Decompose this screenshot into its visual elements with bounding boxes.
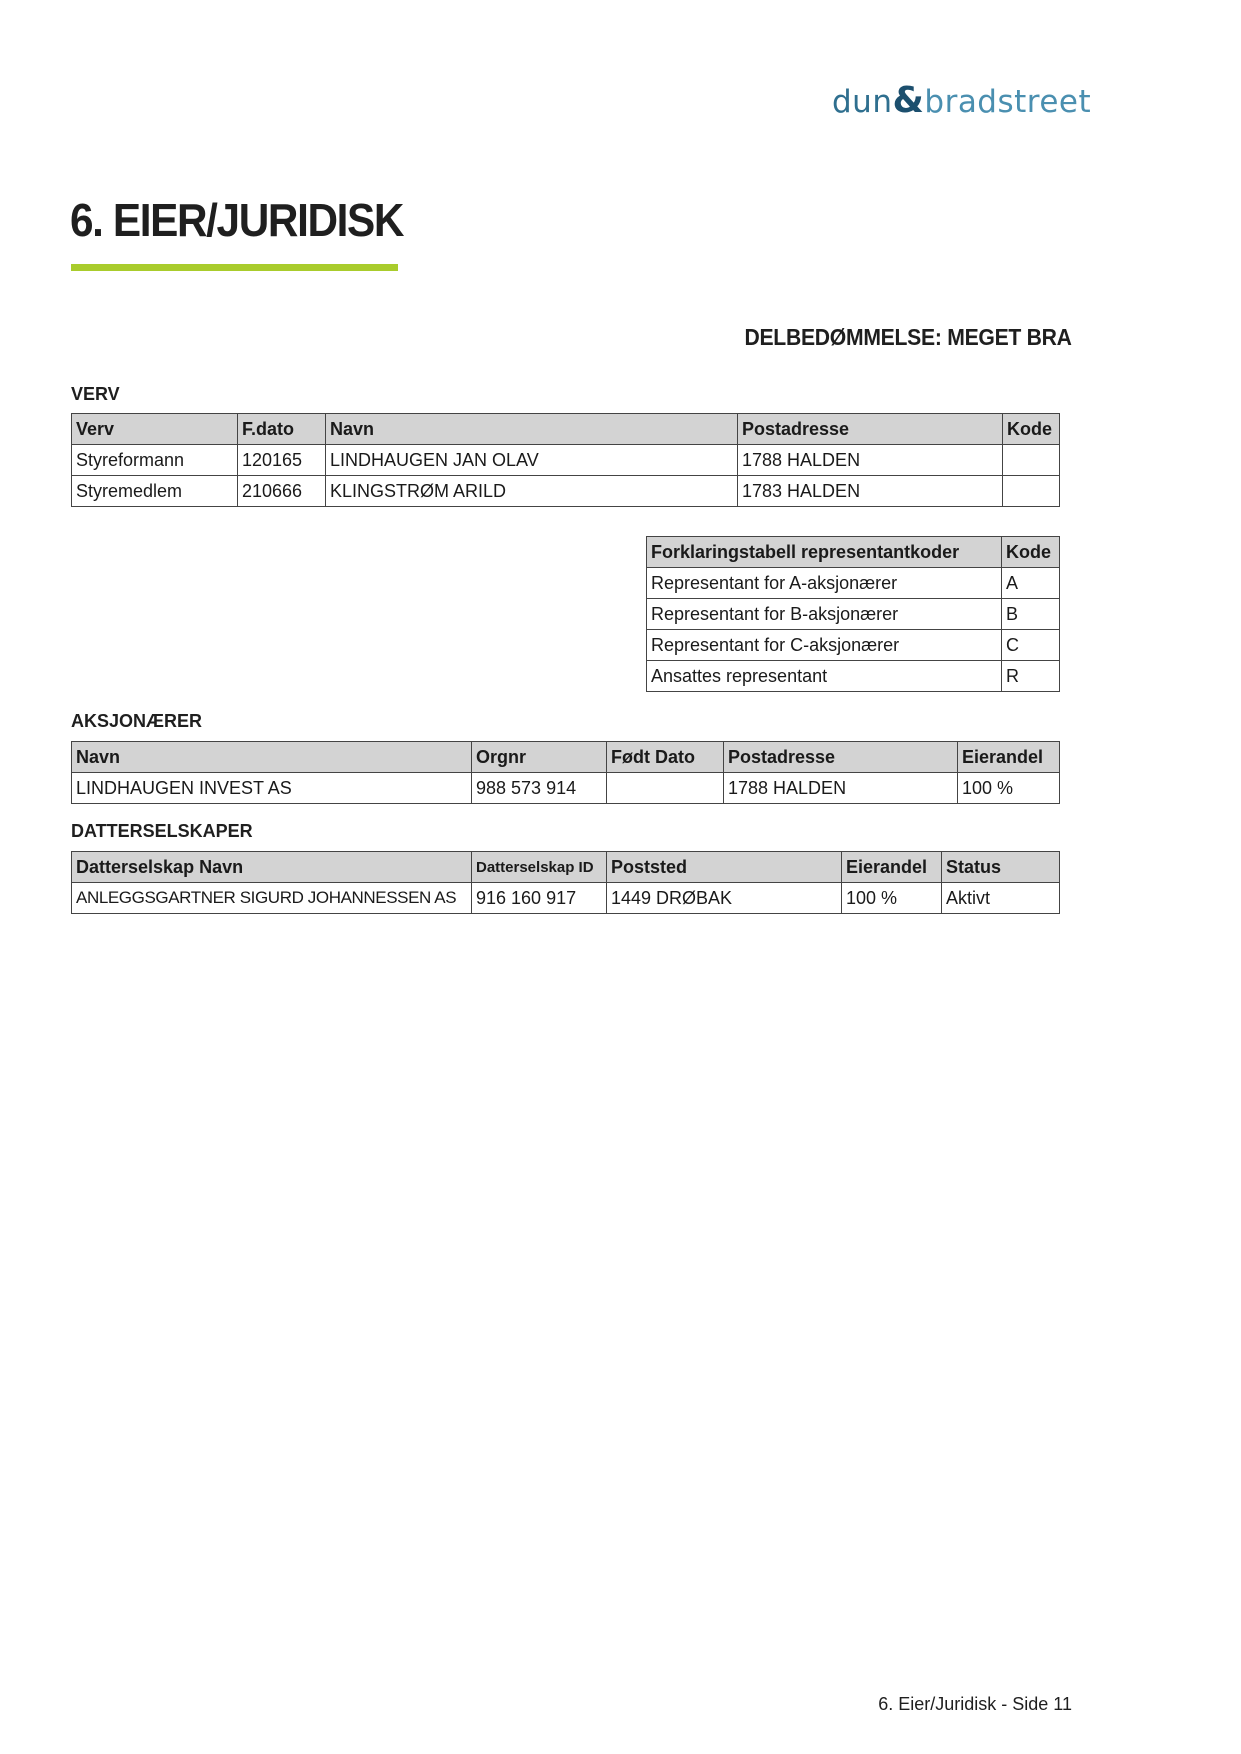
table-cell: Ansattes representant <box>647 661 1002 692</box>
table-cell: 100 % <box>958 773 1060 804</box>
logo-ampersand: & <box>892 80 925 121</box>
table-cell: Representant for B-aksjonærer <box>647 599 1002 630</box>
table-cell: KLINGSTRØM ARILD <box>326 476 738 507</box>
column-header: Verv <box>72 414 238 445</box>
table-cell: LINDHAUGEN JAN OLAV <box>326 445 738 476</box>
table-row <box>72 883 1060 914</box>
table-cell: Aktivt <box>942 883 1060 914</box>
aksjonaerer-heading: AKSJONÆRER <box>71 711 203 731</box>
table-header-row <box>72 742 1060 773</box>
table-cell <box>1003 476 1060 507</box>
rating-label: DELBEDØMMELSE: MEGET BRA <box>744 324 1072 350</box>
table-header-row <box>647 537 1060 568</box>
column-header: Postadresse <box>738 414 1003 445</box>
column-header: Eierandel <box>958 742 1060 773</box>
table-cell: 988 573 914 <box>472 773 607 804</box>
table-cell: 1449 DRØBAK <box>607 883 842 914</box>
column-header: Orgnr <box>472 742 607 773</box>
column-header: Eierandel <box>842 852 942 883</box>
table-cell: ANLEGGSGARTNER SIGURD JOHANNESSEN AS <box>72 883 472 914</box>
table-header-row <box>72 852 1060 883</box>
column-header: Poststed <box>607 852 842 883</box>
table-row <box>647 568 1060 599</box>
table-cell: 1788 HALDEN <box>724 773 958 804</box>
table-row <box>647 599 1060 630</box>
table-cell: 916 160 917 <box>472 883 607 914</box>
table-cell: 1783 HALDEN <box>738 476 1003 507</box>
verv-table <box>71 413 1060 507</box>
column-header: Datterselskap ID <box>472 852 607 883</box>
table-cell: A <box>1002 568 1060 599</box>
table-cell <box>607 773 724 804</box>
verv-heading: VERV <box>71 384 120 404</box>
column-header: Postadresse <box>724 742 958 773</box>
table-cell <box>1003 445 1060 476</box>
table-cell: B <box>1002 599 1060 630</box>
logo-text-dun: dun <box>832 84 893 120</box>
table-cell: 210666 <box>238 476 326 507</box>
dun-bradstreet-logo <box>832 80 1092 122</box>
column-header: Forklaringstabell representantkoder <box>647 537 1002 568</box>
table-cell: 120165 <box>238 445 326 476</box>
table-cell: Representant for A-aksjonærer <box>647 568 1002 599</box>
representative-codes-table <box>646 536 1060 692</box>
column-header: Født Dato <box>607 742 724 773</box>
table-row <box>72 773 1060 804</box>
table-cell: Styremedlem <box>72 476 238 507</box>
table-cell: C <box>1002 630 1060 661</box>
table-cell: LINDHAUGEN INVEST AS <box>72 773 472 804</box>
column-header: Datterselskap Navn <box>72 852 472 883</box>
datterselskaper-table <box>71 851 1060 914</box>
table-cell: Representant for C-aksjonærer <box>647 630 1002 661</box>
title-underline <box>71 264 398 271</box>
column-header: Status <box>942 852 1060 883</box>
column-header: Navn <box>326 414 738 445</box>
logo-text-bradstreet: bradstreet <box>924 84 1092 120</box>
table-row <box>72 476 1060 507</box>
table-row <box>647 630 1060 661</box>
table-header-row <box>72 414 1060 445</box>
column-header: Kode <box>1002 537 1060 568</box>
column-header: F.dato <box>238 414 326 445</box>
table-cell: 1788 HALDEN <box>738 445 1003 476</box>
aksjonaerer-table <box>71 741 1060 804</box>
table-cell: R <box>1002 661 1060 692</box>
section-title: 6. EIER/JURIDISK <box>70 194 404 246</box>
datterselskaper-heading: DATTERSELSKAPER <box>71 821 253 841</box>
page-footer: 6. Eier/Juridisk - Side 11 <box>878 1694 1072 1714</box>
table-cell: Styreformann <box>72 445 238 476</box>
table-row <box>647 661 1060 692</box>
table-cell: 100 % <box>842 883 942 914</box>
table-row <box>72 445 1060 476</box>
column-header: Kode <box>1003 414 1060 445</box>
column-header: Navn <box>72 742 472 773</box>
